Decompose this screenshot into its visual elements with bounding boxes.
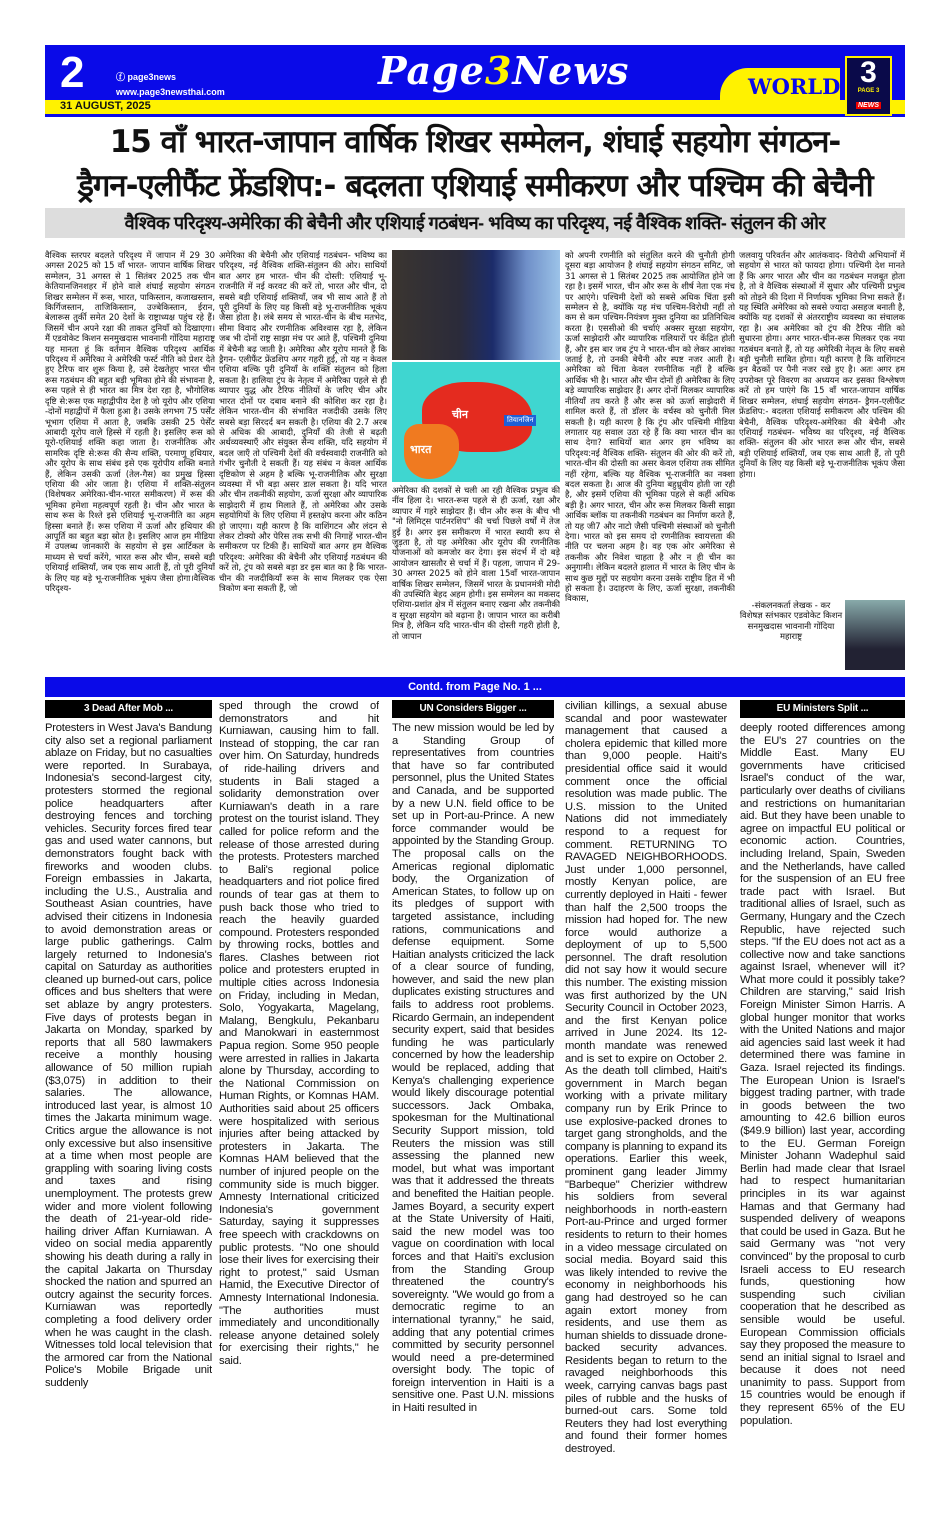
english-column-4 (565, 700, 727, 1492)
map-label-city: तियानजिन (504, 415, 536, 426)
hindi-column-2: अमेरिका की बेचैनी और एशियाई गठबंधन- भविष्य का परिदृश्य, नई वैश्विक शक्ति-संतुलन की ओर। साथियों बात अगर हम भारत- चीन की दोस्ती: एशियाई भू-राजनीति में नई करवट की करें तो, भारत और चीन, दो सबसे बड़ी एशियाई शक्तियाँ, जब भी साथ आते हैं तो पूरी दुनियाँ के लिए यह किसी बड़े भू-राजनीतिक भूकंप जैसा होता है। लंबे समय से भारत-चीन के बीच मतभेद, सीमा विवाद और रणनीतिक अविश्वास रहा है, लेकिन जब भी दोनों राष्ट्र साझा मंच पर आते हैं, पश्चिमी दुनिया में बेचैनी बढ़ जाती है। अमेरिका और यूरोप मानते हैं कि ड्रैगन- एलीफैंट फ्रेंडशिप अगर गहरी हुई, तो यह न केवल एशिया बल्कि पूरी दुनियाँ के शक्ति संतुलन को हिला सकता है। हालिया ट्रंप के नेतृत्व में अमेरिका पहले से ही व्यापार युद्ध और टैरिफ नीतियों के जरिए चीन और भारत दोनों पर दबाव बनाने की कोशिश कर रहा है। लेकिन भारत-चीन की संभावित नजदीकी उसके लिए सबसे बड़ा सिरदर्द बन सकती है। एशिया की 2.7 अरब से अधिक की आबादी, दुनियाँ की तेजी से बढ़ती अर्थव्यवस्थाएँ और संयुक्त सैन्य शक्ति, यदि सहयोग में बदल जाएँ तो पश्चिमी देशों की वर्चस्ववादी राजनीति को गंभीर चुनौती दे सकती हैं। यह संबंध न केवल आर्थिक दृष्टिकोण से अहम है बल्कि भू-राजनीतिक और सुरक्षा व्यवस्था में भी बड़ा असर डाल सकता है। यदि भारत और चीन तकनीकी सहयोग, ऊर्जा सुरक्षा और व्यापारिक साझेदारी में हाथ मिलाते हैं, तो अमेरिका और उसके सहयोगियों के लिए एशिया में हस्तक्षेप करना और कठिन हो जाएगा। यही कारण है कि वाशिंगटन और लंदन से लेकर टोक्यो और पेरिस तक सभी की निगाहें भारत-चीन समीकरण पर टिकी हैं। साथियों बात अगर हम वैश्विक परिदृश्य: अमेरिका की बेचैनी और एशियाई गठबंधन की करें तो, ट्रंप को सबसे बड़ा डर इस बात का है कि भारत-चीन की नजदीकियाँ रूस के साथ मिलकर एक ऐसा त्रिकोण बना सकती हैं, जो (219, 250, 387, 593)
main-headline (45, 120, 905, 208)
website-link[interactable]: www.page3newsthai.com (116, 87, 225, 97)
map-label-china: चीन (452, 409, 468, 421)
page3-badge-logo: 3 PAGE 3 NEWS (845, 56, 892, 116)
story-text: The new mission would be led by a Standing Group of representatives from countries that have so far contributed personnel, plus the United States and Canada, and be supported by a new U.N. field office to be set up in Port-au-Prince. A new force commander would be appointed by the Standing Group. The proposal calls on the Americas regional diplomatic body, the Organization of American States, to follow up on its pledges of support with targeted assistance, including rations, communications and defense equipment. Some Haitian analysts criticized the lack of a clear source of funding, however, and said the new plan duplicates existing structures and fails to address root problems. Ricardo Germain, an independent security expert, said that besides funding he was particularly concerned by how the leadership would be replaced, adding that Kenya's challenging experience would likely discourage potential successors. Jack Ombaka, spokesman for the Multinational Security Support mission, told Reuters the mission was still assessing the planned new model, but what was important was that it addressed the threats and benefited the Haitian people. James Boyard, a security expert at the State University of Haiti, said the new model was too vague on coordination with local forces and that Haiti's exclusion from the Standing Group threatened the country's sovereignty. "We would go from a democratic regime to an international tyranny," he said, adding that any potential crimes committed by security personnel would need a pre-determined oversight body. The topic of foreign intervention in Haiti is a sensitive one. Past U.N. missions in Haiti resulted in (392, 722, 554, 1415)
english-column-2 (219, 700, 379, 1492)
section-label: WORLD (748, 74, 841, 99)
hindi-column-5: जलवायु परिवर्तन और आतंकवाद- विरोधी अभियानों में सहयोग से भारत को फायदा होगा। पश्चिमी देश मानते हैं कि अगर भारत और चीन का गठबंधन मजबूत होता है, तो वे वैश्विक संस्थाओं में सुधार और पश्चिमी प्रभुत्व को तोड़ने की दिशा में निर्णायक भूमिका निभा सकते हैं। यह स्थिति अमेरिका को सबसे ज्यादा असहज बनाती है, क्योंकि यह दशकों से अंतरराष्ट्रीय व्यवस्था का संचालक रहा है। अब अमेरिका को ट्रंप की टैरिफ नीति को सुधारना होगा। अगर भारत-चीन-रूस मिलकर एक नया गठबंधन बनाते हैं, तो यह अमेरिकी नेतृत्व के लिए सबसे बड़ी चुनौती साबित होगा। यही कारण है कि वाशिंगटन इन बैठकों पर पैनी नजर रखे हुए है। अतः अगर हम उपरोक्त पूरे विवरण का अध्ययन कर इसका विश्लेषण करें तो हम पाएंगे कि 15 वाँ भारत-जापान वार्षिक शिखर सम्मेलन, शंघाई सहयोग संगठन- ड्रैगन-एलीफैंट फ्रेंडशिप:- बदलता एशियाई समीकरण और पश्चिम की बेचैनी, वैश्विक परिदृश्य-अमेरिका की बेचैनी और एशियाई गठबंधन- भविष्य का परिदृश्य, नई वैश्विक शक्ति- संतुलन की ओर भारत रूस और चीन, सबसे बड़ी एशियाई शक्तियाँ, जब एक साथ आती हैं, तो पूरी दुनियाँ के लिए यह किसी बड़े भू-राजनीतिक भूकंप जैसा होगा। (739, 250, 905, 479)
facebook-icon: ⓕ (116, 72, 128, 82)
headline-line-2: ड्रैगन-एलीफैंट फ्रेंडशिप:- बदलता एशियाई समीकरण और पश्चिम की बेचैनी (77, 168, 873, 204)
story-header-3-dead: 3 Dead After Mob ... (45, 700, 212, 718)
headline-line-1: 15 वाँ भारत-जापान वार्षिक शिखर सम्मेलन, शंघाई सहयोग संगठन- (109, 124, 841, 160)
author-credit: -संकलनकर्ता लेखक - कर विशेषज्ञ स्तंभकार एडवोकेट किशन सनमुखदास भावनानी गोंदिया महाराष्ट्र (739, 600, 843, 642)
hindi-column-1: वैश्विक स्तरपर बदलते परिदृश्य में जापान में 29 30 अगस्त 2025 को 15 वाँ भारत- जापान वार्षिक शिखर सम्मेलन, 31 अगस्त से 1 सितंबर 2025 तक चीन केतियानजिनशहर में होने वाले शंघाई सहयोग संगठन शिखर सम्मेलन में रूस, भारत, पाकिस्तान, कजाखस्तान, किर्गिजस्तान, ताजिकिस्तान, उज्बेकिस्तान, ईरान, बेलारूस तुर्की समेत 20 देशों के राष्ट्राध्यक्ष पहुंच रहे हैं।जिसमें चीन अपने रक्षा की ताकत दुनियाँ को दिखाएगा। मैं एडवोकेट किशन सनमुखदास भावनानी गोंदिया महाराष्ट्र यह मानता हूं कि वर्तमान वैश्विक परिदृश्य आर्थिक परिदृश्य में अमेरिका ने अमेरिकी फर्स्ट नीति को प्रेशर देते हुए टैरिफ वार शुरू किया है, उसे देखतेहुए भारत चीन रूस गठबंधन की बहुत बड़ी भूमिका होने की संभावना है, रूस पहले से ही भारत का मित्र देश रहा है, भौगोलिक दृष्टि से:रूस एक महाद्वीपीय देश है जो यूरोप और एशिया -दोनों महाद्वीपों में फैला हुआ है। उसके लगभग 75 पर्सेंट भूभाग एशिया में आता है, जबकि उसकी 25 पेर्सेंट आबादी यूरोप वाले हिस्से में रहती है। इसलिए रूस को यूरो-एशियाई शक्ति कहा जाता है। राजनीतिक और सामरिक दृष्टि से:रूस की सैन्य शक्ति, परमाणु हथियार, और यूरोप के साथ संबंध इसे एक यूरोपीय शक्ति बनाते हैं, लेकिन उसकी ऊर्जा (तेल-गैस) का प्रमुख हिस्सा एशिया की ओर जाता है। एशिया में शक्ति-संतुलन (विशेषकर अमेरिका-चीन-भारत समीकरण) में रूस की भूमिका हमेशा महत्वपूर्ण रहती है। चीन और भारत के साथ रूस के रिश्ते इसे एशियाई भू-राजनीति का अहम हिस्सा बनाते हैं। रूस एशिया में ऊर्जा और हथियार की आपूर्ति का बहुत बड़ा स्रोत है। इसलिए आज हम मीडिया में उपलब्ध जानकारी के सहयोग से इस आर्टिकल के माध्यम से चर्चा करेंगे, भारत रूस और चीन, सबसे बड़ी एशियाई शक्तियाँ, जब एक साथ आती हैं, तो पूरी दुनियाँ के लिए यह बड़े भू-राजनीतिक भूकंप जैसा होगा।वैश्विक परिदृश्य- (45, 250, 215, 593)
story-text: Protesters in West Java's Bandung city also set a regional parliament ablaze on Friday, but no casualties were reported. In Surabaya, Indonesia's second-largest city, protesters stormed the regional police headquarters after destroying fences and torching vehicles. Security forces fired tear gas and used water cannons, but demonstrators fought back with fireworks and wooden clubs. Foreign embassies in Jakarta, including the U.S., Australia and Southeast Asian countries, have advised their citizens in Indonesia to avoid demonstration areas or large public gatherings. Calm largely returned to Indonesia's capital on Saturday as authorities cleaned up burned-out cars, police offices and bus shelters that were set ablaze by angry protesters. Five days of protests began in Jakarta on Monday, sparked by reports that all 580 lawmakers receive a monthly housing allowance of 50 million rupiah ($3,075) in addition to their salaries. The allowance, introduced last year, is almost 10 times the Jakarta minimum wage. Critics argue the allowance is not only excessive but also insensitive at a time when most people are grappling with soaring living costs and taxes and rising unemployment. The protests grew wider and more violent following the death of 21-year-old ride-hailing driver Affan Kurniawan. A video on social media apparently showing his death during a rally in the capital Jakarta on Thursday shocked the nation and spurred an outcry against the security forces. Kurniawan was reportedly completing a food delivery order when he was caught in the clash. Witnesses told local television that the armored car from the National Police's Mobile Brigade unit suddenly (45, 722, 212, 1389)
leaders-photo (392, 250, 560, 360)
map-label-india: भारत (410, 444, 432, 456)
story-text: sped through the crowd of demonstrators and hit Kurniawan, causing him to fall. Instead of stopping, the car ran over him. On Saturday, hundreds of ride-hailing drivers and students in Bali staged a solidarity demonstration over Kurniawan's death in a rare protest on the tourist island. They called for police reform and the release of those arrested during the protests. Protesters marched to Bali's regional police headquarters and riot police fired rounds of tear gas at them to push back those who tried to reach the heavily guarded compound. Protesters responded by throwing rocks, bottles and flares. Clashes between riot police and protesters erupted in multiple cities across Indonesia on Friday, including in Medan, Solo, Yogyakarta, Magelang, Malang, Bengkulu, Pekanbaru and Manokwari in easternmost Papua region. Some 950 people were arrested in rallies in Jakarta alone by Thursday, according to the National Commission on Human Rights, or Komnas HAM. Authorities said about 25 officers were hospitalized with serious injuries after being attacked by protesters in Jakarta. The Komnas HAM believed that the number of injured people on the community side is much bigger. Amnesty International criticized Indonesia's government Saturday, saying it suppresses free speech with crackdowns on public protests. "No one should lose their lives for exercising their right to protest," said Usman Hamid, the Executive Director of Amnesty International Indonesia. "The authorities must immediately and unconditionally release anyone detained solely for exercising their rights," he said. (219, 700, 379, 1367)
story-header-eu: EU Ministers Split ... (740, 700, 905, 718)
asia-map (392, 362, 560, 482)
story-header-un: UN Considers Bigger ... (392, 700, 554, 718)
english-column-5 (740, 700, 905, 1492)
facebook-handle[interactable]: page3news (127, 72, 177, 82)
story-text: civilian killings, a sexual abuse scandal and poor wastewater management that caused a cholera epidemic that killed more than 9,000 people. Haiti's presidential office said it would comment once the official resolution was made public. The U.S. mission to the United Nations did not immediately respond to a request for comment. RETURNING TO RAVAGED NEIGHBORHOODS. Just under 1,000 personnel, mostly Kenyan police, are currently deployed in Haiti - fewer than half the 2,500 troops the mission had hoped for. The new force would authorize a deployment of up to 5,500 personnel. The draft resolution did not say how it would secure this number. The existing mission was first authorized by the UN Security Council in October 2023, and the first Kenyan police arrived in June 2024. Its 12-month mandate was renewed and is set to expire on October 2. As the death toll climbed, Haiti's government in March began working with a private military company run by Erik Prince to use explosive-packed drones to target gang strongholds, and the company is planning to expand its operations. Earlier this week, prominent gang leader Jimmy "Barbeque" Cherizier withdrew his soldiers from several neighborhoods in north-eastern Port-au-Prince and urged former residents to return to their homes in a video message circulated on social media. Boyard said this was likely intended to revive the economy in neighborhoods his gang had destroyed so he can again extort money from residents, and use them as human shields to dissuade drone-backed security advances. Residents began to return to the ravaged neighborhoods this week, carrying canvas bags past piles of rubble and the husks of burned-out cars. Some told Reuters they had lost everything and found their former homes destroyed. (565, 700, 727, 1456)
hindi-column-4: को अपनी रणनीति को संतुलित करने की चुनौती होगी दूसरा बड़ा आयोजन है शंघाई सहयोग संगठन समिट, जो 31 अगस्त से 1 सितंबर 2025 तक आयोजित होने जा रहा है। इसमें भारत, चीन और रूस के शीर्ष नेता एक मंच पर आएंगे। पश्चिमी देशों को सबसे अधिक चिंता इसी सम्मेलन से है, क्योंकि यह मंच पश्चिम-विरोधी नहीं तो कम से कम पश्चिम-नियंत्रण मुक्त दुनिया का प्रतिनिधित्व करता है। एससीओ की चर्चाएं अक्सर सुरक्षा सहयोग, ऊर्जा साझेदारी और व्यापारिक गलियारों पर केंद्रित होती हैं, और इस बार जब ट्रंप ने भारत-चीन को लेकर आशंका जताई है, तो उनकी बेचैनी और स्पष्ट नजर आती है। अमेरिका को चिंता केवल रणनीतिक नहीं है बल्कि आर्थिक भी है। भारत और चीन दोनों ही अमेरिका के लिए बड़े व्यापारिक साझेदार हैं। अगर दोनों मिलकर व्यापारिक नीतियाँ तय करते हैं और रूस को ऊर्जा साझेदारी में शामिल करते हैं, तो डॉलर के वर्चस्व को चुनौती मिल सकती है। यही कारण है कि ट्रंप और पश्चिमी मीडिया लगातार यह सवाल उठा रहे हैं कि क्या भारत चीन का साथ देगा? साथियों बात अगर हम भविष्य का परिदृश्य:नई वैश्विक शक्ति- संतुलन की ओर की करें तो, भारत-चीन की दोस्ती का असर केवल एशिया तक सीमित नहीं रहेगा, बल्कि यह वैश्विक भू-राजनीति का नक्शा बदल सकता है। आज की दुनिया बहुध्रुवीय होती जा रही है, और इसमें एशिया की भूमिका पहले से कहीं अधिक बड़ी है। अगर भारत, चीन और रूस मिलकर किसी साझा आर्थिक ब्लॉक या तकनीकी गठबंधन का निर्माण करते हैं, तो यह जी7 और नाटो जैसी पश्चिमी संस्थाओं को चुनौती देगा। भारत को इस समय दो रणनीतिक स्वायत्तता की नीति पर चलना अहम है। वह एक ओर अमेरिका से तकनीक और निवेश चाहता है और न ही चीन का अनुगामी। लेकिन बदलते हालात में भारत के लिए चीन के साथ कुछ मुद्दों पर सहयोग करना उसके राष्ट्रीय हित में भी हो सकता है। उदाहरण के लिए, ऊर्जा सुरक्षा, तकनीकी विकास, (565, 250, 735, 604)
social-links (116, 70, 225, 100)
english-column-3 (392, 700, 554, 1492)
english-column-1 (45, 700, 212, 1492)
author-photo (845, 600, 905, 670)
issue-date: 31 AUGUST, 2025 (60, 100, 151, 112)
hindi-column-3: अमेरिका की दशकों से चली आ रही वैश्विक प्रभुत्व की नींव हिला दे। भारत-रूस पहले से ही ऊर्जा, रक्षा और व्यापार में गहरे साझेदार हैं। चीन और रूस के बीच भी "नो लिमिट्स पार्टनरशिप" की चर्चा पिछले वर्षों में तेज हुई है। अगर इस समीकरण में भारत स्थायी रूप से जुड़ता है, तो यह अमेरिका और यूरोप की रणनीतिक योजनाओं को कमजोर कर देगा। इस संदर्भ में दो बड़े आयोजन खासतौर से चर्चा में हैं। पहला, जापान में 29-30 अगस्त 2025 को होने वाला 15वाँ भारत-जापान वार्षिक शिखर सम्मेलन, जिसमें भारत के प्रधानमंत्री मोदी की उपस्थिति बेहद अहम होगी। इस सम्मेलन का मकसद एशिया-प्रशांत क्षेत्र में संतुलन बनाए रखना और तकनीकी व सुरक्षा सहयोग को बढ़ाना है। जापान भारत का करीबी मित्र है, लेकिन यदि भारत-चीन की दोस्ती गहरी होती है, तो जापान (392, 485, 560, 641)
continued-banner: Contd. from Page No. 1 ... (45, 677, 905, 697)
newspaper-logo: Page3News (378, 48, 630, 93)
subheadline: वैश्विक परिदृश्य-अमेरिका की बेचैनी और एशियाई गठबंधन- भविष्य का परिदृश्य, नई वैश्विक शक्ति- संतुलन की ओर (45, 208, 905, 238)
page-number: 2 (60, 48, 85, 97)
story-text: deeply rooted differences among the EU's 27 countries on the Middle East. Many EU governments have criticised Israel's conduct of the war, particularly over deaths of civilians and restrictions on humanitarian aid. But they have been unable to agree on impactful EU political or economic action. Countries, including Ireland, Spain, Sweden and the Netherlands, have called for the suspension of an EU free trade pact with Israel. But traditional allies of Israel, such as Germany, Hungary and the Czech Republic, have rejected such steps. "If the EU does not act as a collective now and take sanctions against Israel, whenever will it? What more could it possibly take? Children are starving," said Irish Foreign Minister Simon Harris. A global hunger monitor that works with the United Nations and major aid agencies said last week it had determined there was famine in Gaza. Israel rejected its findings. The European Union is Israel's biggest trading partner, with trade in goods between the two amounting to 42.6 billion euros ($49.9 billion) last year, according to the EU. German Foreign Minister Johann Wadephul said Berlin had made clear that Israel had to respect humanitarian principles in its war against Hamas and that Germany had suspended delivery of weapons that could be used in Gaza. But he said Germany was "not very convinced" by the proposal to curb Israeli access to EU research funds, questioning how suspending such civilian cooperation that he described as sensible would be useful. European Commission officials say they proposed the measure to send an initial signal to Israel and because it does not need unanimity to pass. Support from 15 countries would be enough if they represent 65% of the EU population. (740, 722, 905, 1427)
